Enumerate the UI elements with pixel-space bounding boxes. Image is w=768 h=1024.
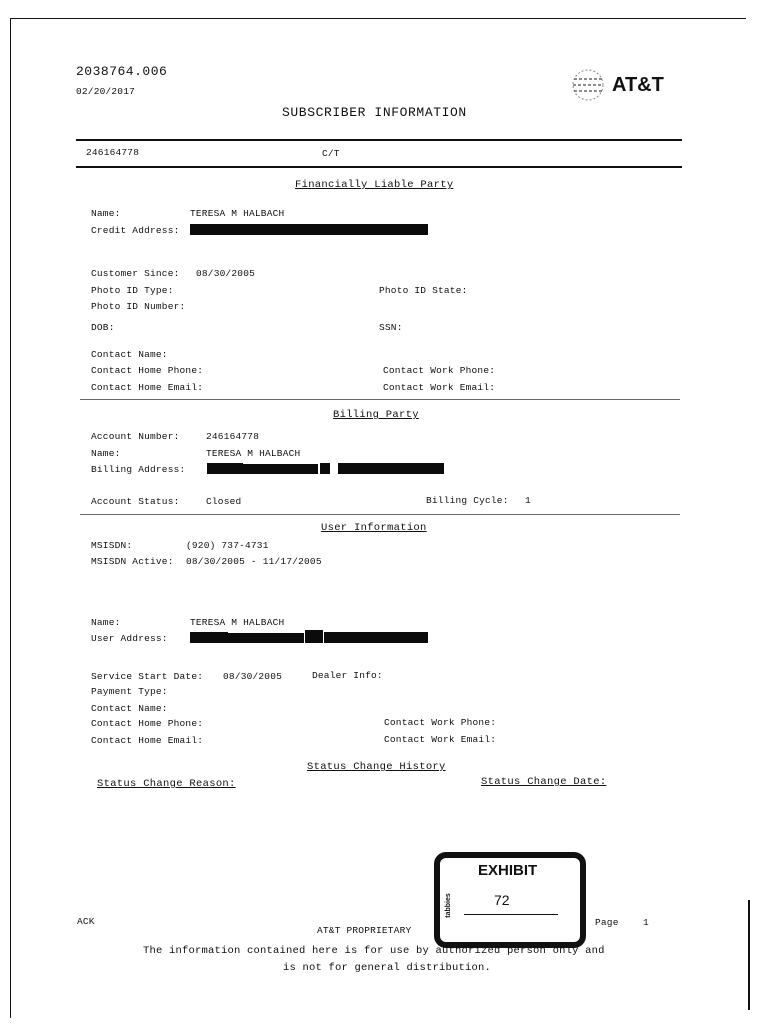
- user-msisdn-label: MSISDN:: [91, 540, 133, 551]
- user-address-label: User Address:: [91, 633, 168, 644]
- billing-name-label: Name:: [91, 448, 121, 459]
- header-ct: C/T: [322, 148, 340, 159]
- fin-contact-work-email: Contact Work Email:: [383, 382, 496, 393]
- user-payment-type: Payment Type:: [91, 686, 168, 697]
- redaction-bar: [207, 463, 243, 474]
- status-change-reason: Status Change Reason:: [97, 778, 236, 790]
- user-contact-work-email: Contact Work Email:: [384, 734, 497, 745]
- exhibit-line: [464, 914, 558, 915]
- footer-notice-line1: The information contained here is for use by authorized person only and: [143, 945, 605, 957]
- user-dealer-info: Dealer Info:: [312, 670, 383, 681]
- footer-page-number: 1: [643, 917, 649, 928]
- footer-ack: ACK: [77, 916, 95, 927]
- header-rule-top: [76, 139, 682, 141]
- page-left-edge: [10, 18, 11, 1018]
- document-id: 2038764.006: [76, 64, 168, 79]
- user-contact-home-email: Contact Home Email:: [91, 735, 204, 746]
- billing-name-value: TERESA M HALBACH: [206, 448, 301, 459]
- billing-account-number-label: Account Number:: [91, 431, 180, 442]
- user-msisdn-active-label: MSISDN Active:: [91, 556, 174, 567]
- user-contact-work-phone: Contact Work Phone:: [384, 717, 497, 728]
- exhibit-number: 72: [494, 892, 510, 908]
- page-top-edge: [10, 18, 746, 19]
- exhibit-label: EXHIBIT: [478, 862, 538, 879]
- billing-cycle-value: 1: [525, 495, 531, 506]
- redaction-bar: [324, 632, 428, 643]
- footer-notice-line2: is not for general distribution.: [283, 962, 492, 974]
- divider: [80, 514, 680, 515]
- fin-dob: DOB:: [91, 322, 115, 333]
- header-rule-bottom: [76, 166, 682, 168]
- user-service-start-value: 08/30/2005: [223, 671, 283, 682]
- redaction-bar: [305, 630, 323, 643]
- billing-cycle-label: Billing Cycle:: [426, 495, 509, 506]
- document-date: 02/20/2017: [76, 86, 136, 97]
- att-globe-icon: [568, 66, 608, 104]
- fin-customer-since-label: Customer Since:: [91, 268, 180, 279]
- user-msisdn-active-value: 08/30/2005 - 11/17/2005: [186, 556, 322, 567]
- att-logo-text: AT&T: [612, 74, 664, 96]
- user-contact-name: Contact Name:: [91, 703, 168, 714]
- fin-contact-home-phone: Contact Home Phone:: [91, 365, 204, 376]
- fin-credit-address-label: Credit Address:: [91, 225, 180, 236]
- section-user-information: User Information: [321, 522, 427, 534]
- billing-account-number-value: 246164778: [206, 431, 260, 442]
- user-name-value: TERESA M HALBACH: [190, 617, 285, 628]
- redaction-bar: [243, 464, 318, 474]
- user-contact-home-phone: Contact Home Phone:: [91, 718, 204, 729]
- page-title: SUBSCRIBER INFORMATION: [282, 105, 467, 120]
- billing-address-label: Billing Address:: [91, 464, 186, 475]
- header-account-number: 246164778: [86, 147, 140, 158]
- redaction-bar: [190, 632, 228, 643]
- att-logo: [568, 66, 664, 109]
- exhibit-side-text: tabbies: [444, 893, 452, 918]
- fin-photo-id-state: Photo ID State:: [379, 285, 468, 296]
- section-financially-liable: Financially Liable Party: [295, 179, 454, 191]
- fin-ssn: SSN:: [379, 322, 403, 333]
- footer-proprietary: AT&T PROPRIETARY: [317, 925, 412, 936]
- user-service-start-label: Service Start Date:: [91, 671, 204, 682]
- divider: [80, 399, 680, 400]
- fin-customer-since-value: 08/30/2005: [196, 268, 256, 279]
- user-name-label: Name:: [91, 617, 121, 628]
- status-change-date: Status Change Date:: [481, 776, 607, 788]
- redaction-bar: [320, 463, 330, 474]
- exhibit-sticker: [434, 852, 586, 948]
- fin-name-value: TERESA M HALBACH: [190, 208, 285, 219]
- fin-contact-work-phone: Contact Work Phone:: [383, 365, 496, 376]
- fin-photo-id-number: Photo ID Number:: [91, 301, 186, 312]
- page-right-edge: [748, 900, 750, 1010]
- redaction-bar: [190, 224, 428, 235]
- user-msisdn-value: (920) 737-4731: [186, 540, 269, 551]
- redaction-bar: [228, 633, 304, 643]
- fin-photo-id-type: Photo ID Type:: [91, 285, 174, 296]
- section-status-change-history: Status Change History: [307, 761, 446, 773]
- billing-account-status-value: Closed: [206, 496, 242, 507]
- footer-page-label: Page: [595, 917, 619, 928]
- fin-contact-name: Contact Name:: [91, 349, 168, 360]
- section-billing-party: Billing Party: [333, 409, 419, 421]
- redaction-bar: [338, 463, 444, 474]
- fin-contact-home-email: Contact Home Email:: [91, 382, 204, 393]
- billing-account-status-label: Account Status:: [91, 496, 180, 507]
- fin-name-label: Name:: [91, 208, 121, 219]
